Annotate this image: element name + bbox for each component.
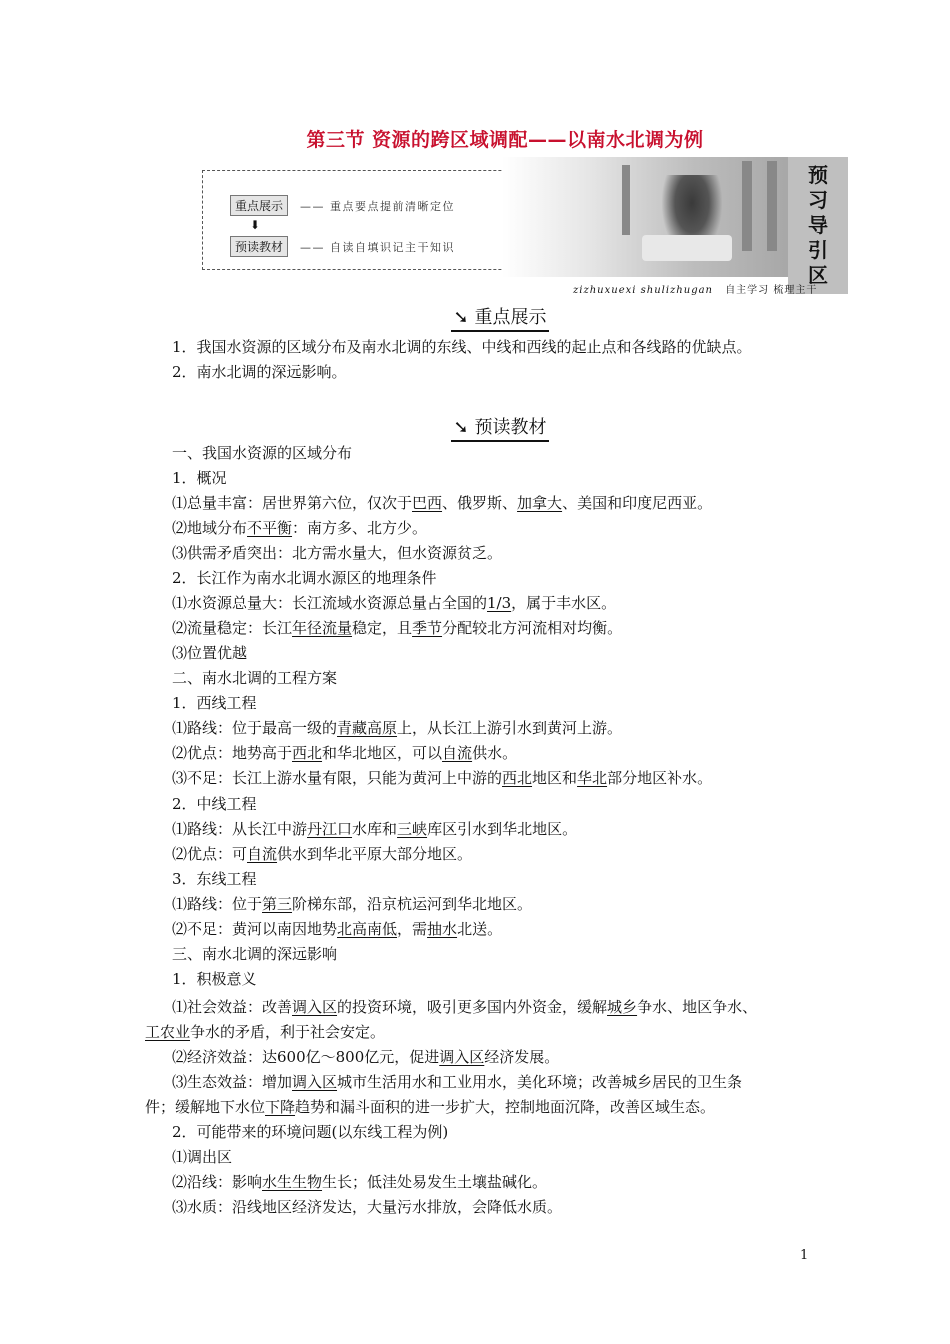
tag-preview-text: 预读教材 [230, 236, 288, 257]
line-text: 、美国和印度尼西亚。 [562, 494, 713, 512]
answer-blank: 丹江口 [307, 820, 353, 838]
answer-blank: 青藏高原 [337, 719, 398, 737]
answer-blank: 三峡 [397, 820, 428, 838]
line-text: ⑵流量稳定：长江 [172, 619, 293, 637]
answer-blank: 不平衡 [247, 519, 293, 537]
answer-blank: 年径流量 [292, 619, 353, 637]
content-line [172, 518, 427, 538]
side-char: 预 [808, 163, 828, 187]
content-line [172, 1147, 232, 1167]
line-text: 供水到华北平原大部分地区。 [277, 845, 473, 863]
line-text: 三、南水北调的深远影响 [172, 945, 338, 963]
line-text: 争水的矛盾，利于社会安定。 [190, 1023, 386, 1041]
line-text: 2．可能带来的环境问题(以东线工程为例) [172, 1123, 449, 1141]
line-text: ⑴路线：从长江中游 [172, 820, 308, 838]
line-text: 经济发展。 [484, 1048, 560, 1066]
line-text: 1．西线工程 [172, 694, 257, 712]
line-text: ⑶不足：长江上游水量有限，只能为黄河上中游的 [172, 769, 503, 787]
line-text: 二、南水北调的工程方案 [172, 669, 338, 687]
side-char: 区 [808, 263, 828, 287]
line-text: ⑶供需矛盾突出：北方需水量大，但水资源贫乏。 [172, 544, 503, 562]
content-line [172, 768, 712, 788]
content-line [172, 1122, 448, 1142]
content-line [172, 718, 622, 738]
arrow-down-icon: ⬇ [250, 218, 261, 232]
line-text: 趋势和漏斗面积的进一步扩大，控制地面沉降，改善区域生态。 [295, 1098, 716, 1116]
answer-blank: 调入区 [292, 1073, 338, 1091]
line-text: 2．中线工程 [172, 795, 257, 813]
section-heading-key-points [0, 303, 950, 332]
line-text: ⑵不足：黄河以南因地势 [172, 920, 338, 938]
content-line [172, 618, 622, 638]
content-line [172, 468, 227, 488]
banner-pinyin-line [573, 281, 817, 296]
content-line [172, 819, 577, 839]
content-line [172, 1197, 562, 1217]
line-text: 上，从长江上游引水到黄河上游。 [397, 719, 623, 737]
content-line [172, 668, 337, 688]
answer-blank: 工农业 [145, 1023, 191, 1041]
answer-blank: 西北 [502, 769, 533, 787]
content-line [172, 568, 437, 588]
line-text: ⑵优点：地势高于 [172, 744, 293, 762]
line-text: 供水。 [472, 744, 518, 762]
line-text: 1．积极意义 [172, 970, 257, 988]
content-line [172, 693, 257, 713]
answer-blank: 城乡 [607, 998, 638, 1016]
line-text: ⑴调出区 [172, 1148, 233, 1166]
side-label [788, 157, 848, 294]
answer-blank: 季节 [412, 619, 443, 637]
preview-banner [202, 157, 848, 294]
line-text: 1．概况 [172, 469, 227, 487]
answer-blank: 抽水 [427, 920, 458, 938]
answer-blank: 华北 [577, 769, 608, 787]
key-point-item: 2．南水北调的深远影响。 [172, 363, 347, 381]
content-line [172, 894, 532, 914]
line-text: ⑵地域分布 [172, 519, 248, 537]
content-line [172, 1047, 559, 1067]
line-text: ⑵优点：可 [172, 845, 248, 863]
answer-blank: 西北 [292, 744, 323, 762]
answer-blank: 加拿大 [517, 494, 563, 512]
line-text: 库区引水到华北地区。 [427, 820, 578, 838]
line-text: 北送。 [457, 920, 503, 938]
content-line [172, 493, 712, 513]
line-text: 、俄罗斯、 [442, 494, 518, 512]
answer-blank: 1/3 [487, 594, 512, 612]
answer-blank: 下降 [265, 1098, 296, 1116]
side-char: 习 [808, 188, 828, 212]
content-line [172, 844, 472, 864]
side-char: 引 [808, 238, 828, 262]
content-line [172, 593, 616, 613]
line-text: ⑴总量丰富：居世界第六位，仅次于 [172, 494, 413, 512]
tag-preview-text-desc: —— 自读自填识记主干知识 [300, 241, 455, 254]
line-text: 城市生活用水和工业用水，美化环境；改善城乡居民的卫生条 [337, 1073, 743, 1091]
answer-blank: 北高南低 [337, 920, 398, 938]
line-text: ⑵经济效益：达600亿～800亿元，促进 [172, 1048, 440, 1066]
arrow-icon: ➘ [453, 417, 469, 438]
section-heading-preview [0, 413, 950, 442]
content-line [172, 1172, 547, 1192]
slogan-text: 自主学习 梳理主干 [725, 285, 818, 296]
line-text: 稳定，且 [352, 619, 413, 637]
content-line [172, 944, 337, 964]
content-line [172, 443, 352, 463]
line-text: 件；缓解地下水位 [145, 1098, 266, 1116]
page-number: 1 [800, 1248, 809, 1263]
line-text: ⑴水资源总量大：长江流域水资源总量占全国的 [172, 594, 488, 612]
content-line [172, 919, 502, 939]
line-text: 争水、地区争水、 [637, 998, 758, 1016]
answer-blank: 巴西 [412, 494, 443, 512]
line-text: ⑶位置优越 [172, 644, 248, 662]
line-text: 部分地区补水。 [607, 769, 713, 787]
line-text: 的投资环境，吸引更多国内外资金，缓解 [337, 998, 608, 1016]
section-heading-text: 预读教材 [474, 417, 547, 438]
page-title: 第三节 资源的跨区域调配——以南水北调为例 [306, 129, 704, 151]
key-point-item: 1．我国水资源的区域分布及南水北调的东线、中线和西线的起止点和各线路的优缺点。 [172, 338, 752, 356]
line-text: ⑵沿线：影响 [172, 1173, 263, 1191]
line-text: 地区和 [532, 769, 578, 787]
line-text: 和华北地区，可以 [322, 744, 443, 762]
line-text: ⑶生态效益：增加 [172, 1073, 293, 1091]
line-text: 水库和 [352, 820, 398, 838]
line-text: ⑴路线：位于 [172, 895, 263, 913]
content-line [172, 794, 257, 814]
tag-key-points: 重点展示 [230, 195, 288, 216]
side-char: 导 [808, 213, 828, 237]
line-text: 生长；低洼处易发生土壤盐碱化。 [322, 1173, 548, 1191]
content-line [172, 969, 257, 989]
answer-blank: 自流 [442, 744, 473, 762]
line-text: 2．长江作为南水北调水源区的地理条件 [172, 569, 437, 587]
line-text: 3．东线工程 [172, 870, 257, 888]
content-line [172, 743, 517, 763]
line-text: 分配较北方河流相对均衡。 [442, 619, 623, 637]
tag-key-points-desc: —— 重点要点提前清晰定位 [300, 200, 455, 213]
content-line [145, 1022, 385, 1042]
answer-blank: 水生生物 [262, 1173, 323, 1191]
line-text: ⑴路线：位于最高一级的 [172, 719, 338, 737]
content-line [172, 1072, 742, 1092]
answer-blank: 第三 [262, 895, 293, 913]
pinyin-text: zizhuxuexi shulizhugan [573, 285, 713, 296]
line-text: ，属于丰水区。 [511, 594, 617, 612]
content-line [145, 1097, 715, 1117]
line-text: 阶梯东部，沿京杭运河到华北地区。 [292, 895, 533, 913]
section-heading-text: 重点展示 [474, 307, 547, 328]
content-line [172, 997, 757, 1017]
arrow-icon: ➘ [453, 307, 469, 328]
content-line [172, 543, 502, 563]
line-text: ⑴社会效益：改善 [172, 998, 293, 1016]
answer-blank: 调入区 [292, 998, 338, 1016]
answer-blank: 调入区 [439, 1048, 485, 1066]
line-text: ：南方多、北方少。 [292, 519, 428, 537]
answer-blank: 自流 [247, 845, 278, 863]
line-text: ⑶水质：沿线地区经济发达，大量污水排放，会降低水质。 [172, 1198, 563, 1216]
line-text: ，需 [397, 920, 428, 938]
content-line [172, 643, 247, 663]
book-figure [642, 235, 732, 261]
content-line [172, 869, 257, 889]
line-text: 一、我国水资源的区域分布 [172, 444, 353, 462]
